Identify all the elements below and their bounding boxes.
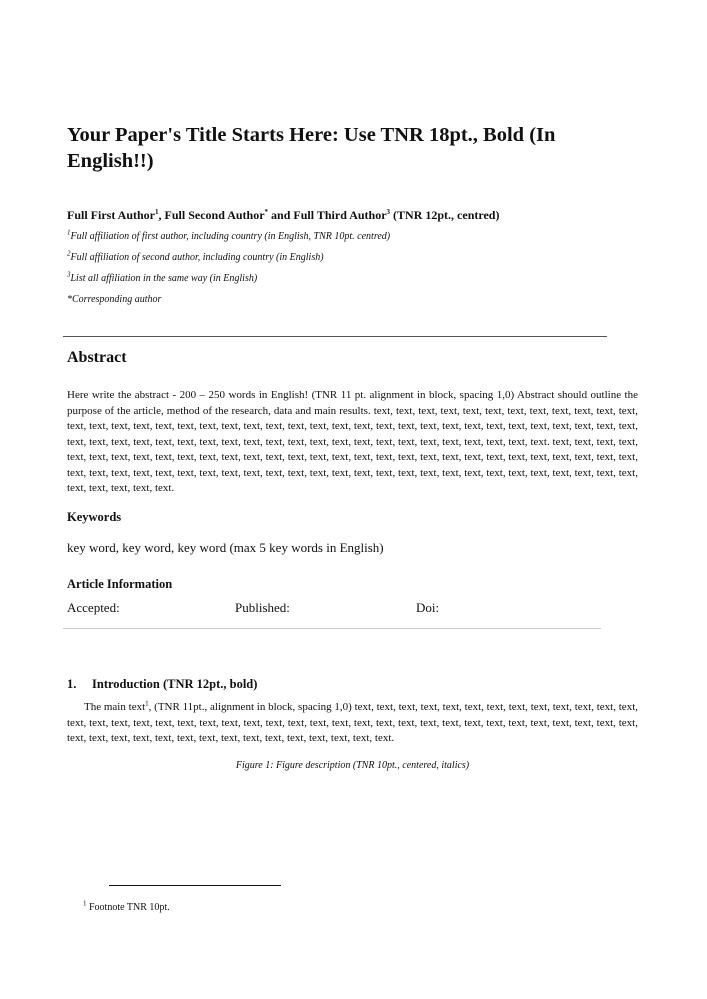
introduction-lead: The main text [84,701,146,713]
footnote-divider [109,885,281,886]
author-1: Full First Author [67,208,156,222]
affiliation-text: *Corresponding author [67,294,162,305]
author-3: Full Third Author [293,208,387,222]
introduction-body: , (TNR 11pt., alignment in block, spacing 1,0) text, text, text, text, text, text, text, text, text, text, text, text, text, text, text, text, text, text, text, text, text, text, text, text, text, text, text, text, text, text, text, text, text, text, text, text, text, text, text, text, text, text, text, text, text, text, text, text, text, text, text, text, text, text. [67,701,638,744]
figure-caption: Figure 1: Figure description (TNR 10pt., centered, italics) [235,760,470,771]
affiliation-text: Full affiliation of first author, including country (in English, TNR 10pt. centred) [70,231,391,242]
author-2: Full Second Author [164,208,265,222]
footnote [83,899,170,913]
author-2-sup: * [264,208,269,216]
affiliation-sup: 1 [67,228,71,237]
author-line [67,208,499,223]
section-heading [67,677,257,692]
abstract-heading: Abstract [67,349,127,366]
published-label: Published: [235,600,290,615]
section-number: 1. [67,677,77,691]
divider [63,336,607,337]
affiliation-3 [67,270,258,284]
section-title: Introduction (TNR 12pt., bold) [92,677,258,691]
divider [63,628,601,629]
article-info-heading: Article Information [67,577,173,591]
affiliation-sup: 3 [67,270,71,279]
accepted-label: Accepted: [67,600,120,615]
affiliation-text: List all affiliation in the same way (in English) [70,273,258,284]
keywords-heading: Keywords [67,510,122,524]
author-separator: and [268,208,294,222]
footnote-text: Footnote TNR 10pt. [86,902,170,913]
footnote-sup: 1 [83,899,87,908]
author-3-sup: 3 [386,208,391,216]
author-1-sup: 1 [155,208,159,216]
footnote-ref: 1 [145,699,149,708]
affiliation-2 [67,249,324,263]
corresponding-author [67,294,161,305]
author-separator: , [158,208,165,222]
affiliation-1 [67,228,391,242]
affiliation-sup: 2 [67,249,71,258]
abstract-text: Here write the abstract - 200 – 250 words in English! (TNR 11 pt. alignment in block, spacing 1,0) Abstract should outline the purpose of the article, method of the research, data and main results. text, text, text, text, text, text, text, text, text, text, text, text, text, text, text, text, text, text, text, text, text, text, text, text, text, text, text, text, text, text, text, text, text, text, text, text, text, text, text, text, text, text, text, text, text, text, text, text, text, text, text, text, text, text, text, text, text, text, text, text. text, text, text, text, text, text, text, text, text, text, text, text, text, text, text, text, text, text, text, text, text, text, text, text, text, text, text, text, text, text, text, text, text, text, text, text, text, text, text, text, text, text, text, text, text, text, text, text, text, text, text, text, text, text, text, text, text, text, text, text, text. [67,389,638,494]
doi-label: Doi: [416,600,440,615]
author-note: (TNR 12pt., centred) [390,208,500,222]
keywords-text: key word, key word, key word (max 5 key words in English) [67,540,384,555]
introduction-text [67,700,638,747]
affiliation-text: Full affiliation of second author, including country (in English) [70,252,324,263]
paper-title: Your Paper's Title Starts Here: Use TNR 18pt., Bold (In English!!) [67,124,556,172]
